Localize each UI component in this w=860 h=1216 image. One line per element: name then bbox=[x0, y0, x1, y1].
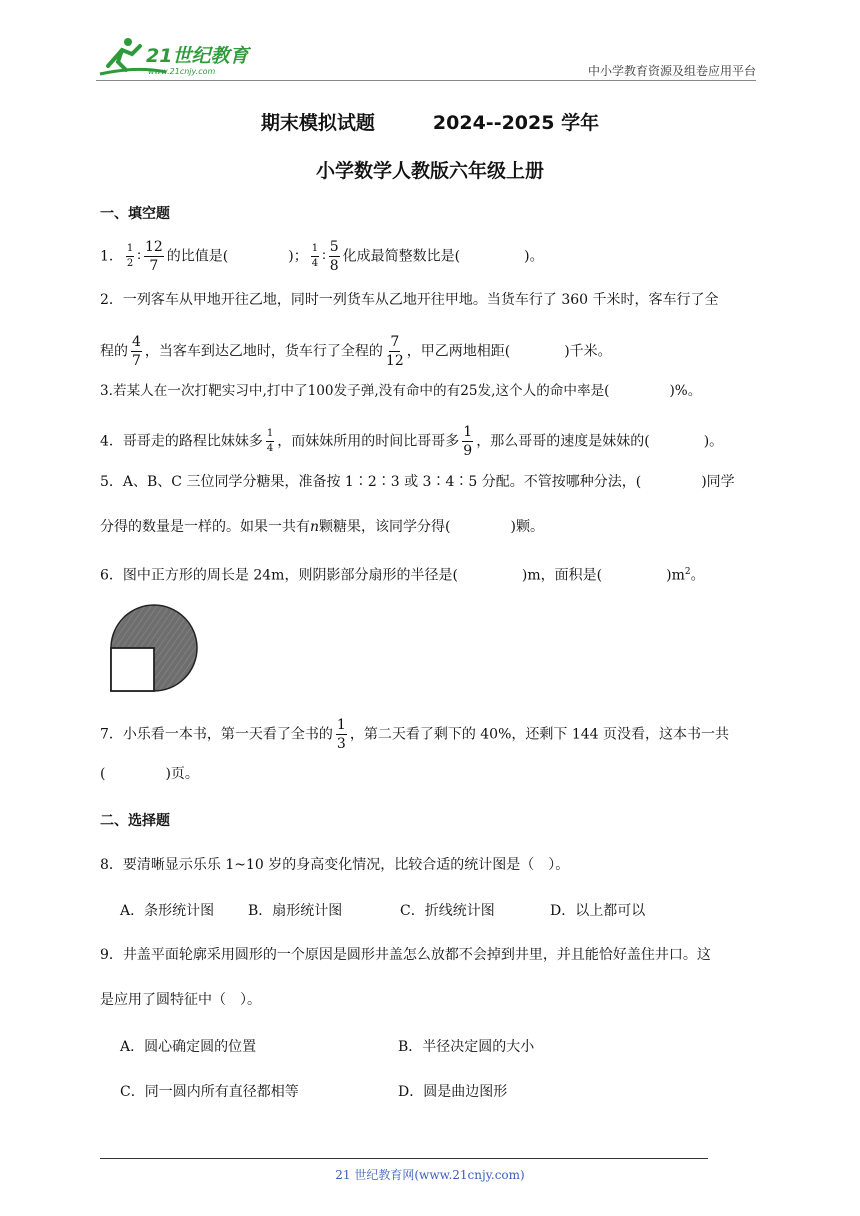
question-9-line-2: 是应用了圆特征中（ ）。 bbox=[100, 992, 261, 1008]
q9-option-a[interactable]: A．圆心确定圆的位置 bbox=[120, 1039, 257, 1055]
square-shape bbox=[111, 648, 154, 691]
question-8: 8．要清晰显示乐乐 1~10 岁的身高变化情况，比较合适的统计图是（ ）。 bbox=[100, 857, 570, 873]
q8-option-c[interactable]: C．折线统计图 bbox=[400, 903, 495, 919]
q1-number: 1． bbox=[100, 248, 123, 265]
footer-divider bbox=[100, 1158, 708, 1159]
q1-colon-2: ∶ bbox=[322, 248, 326, 265]
question-1 bbox=[100, 240, 544, 273]
q2-fraction-2: $\frac{7}{12}$ bbox=[385, 334, 404, 369]
header-divider bbox=[96, 80, 756, 81]
q9-option-b[interactable]: B．半径决定圆的大小 bbox=[398, 1039, 535, 1055]
q8-option-b[interactable]: B．扇形统计图 bbox=[248, 903, 343, 919]
exam-title bbox=[0, 108, 860, 135]
question-2-line-2: 程的 $\frac{4}{7}$ ，当客车到达乙地时，货车行了全程的 $\frac{7}{12}$ ，甲乙两地相距( )千米。 bbox=[100, 334, 612, 369]
exam-title-name: 期末模拟试题 bbox=[260, 112, 375, 134]
question-7-line-2: ( )页。 bbox=[100, 766, 199, 782]
logo-url: www.21cnjy.com bbox=[148, 67, 216, 76]
q1-fraction-3: $\frac{1}{4}$ bbox=[311, 243, 319, 269]
q1-text-3: 化成最简整数比是( bbox=[342, 248, 461, 265]
question-6: 6．图中正方形的周长是 24m，则阴影部分扇形的半径是( )m，面积是( )$m^2$。 bbox=[100, 567, 705, 584]
logo-text: 21世纪教育 bbox=[146, 45, 249, 67]
site-logo bbox=[96, 36, 266, 78]
question-4: 4．哥哥走的路程比妹妹多 $\frac{1}{4}$ ，而妹妹所用的时间比哥哥多 $\frac{1}{9}$ ，那么哥哥的速度是妹妹的( )。 bbox=[100, 424, 724, 459]
q7-fraction: $\frac{1}{3}$ bbox=[336, 717, 346, 752]
question-5-line-1: 5．A、B、C 三位同学分糖果，准备按 1∶2∶3 或 3∶4∶5 分配。不管按哪种分法，( )同学 bbox=[100, 474, 735, 490]
q4-fraction-2: $\frac{1}{9}$ bbox=[463, 424, 473, 459]
q8-option-a[interactable]: A．条形统计图 bbox=[120, 903, 215, 919]
section-multiple-choice: 二、选择题 bbox=[100, 813, 170, 829]
question-5-line-2: 分得的数量是一样的。如果一共有n颗糖果，该同学分得( )颗。 bbox=[100, 519, 544, 535]
sector-square-figure bbox=[104, 603, 202, 695]
q1-text-1: 的比值是( bbox=[166, 248, 229, 265]
q4-fraction-1: $\frac{1}{4}$ bbox=[266, 428, 274, 454]
q1-fraction-2: $\frac{12}{7}$ bbox=[144, 239, 163, 274]
question-3: 3.若某人在一次打靶实习中,打中了100发子弹,没有命中的有25发,这个人的命中率是( )%。 bbox=[100, 383, 702, 399]
question-9-line-1: 9．井盖平面轮廓采用圆形的一个原因是圆形井盖怎么放都不会掉到井里，并且能恰好盖住井口。这 bbox=[100, 947, 711, 963]
section-fill-blank: 一、填空题 bbox=[100, 206, 170, 222]
q5-variable: n bbox=[310, 519, 320, 535]
q1-fraction-4: $\frac{5}{8}$ bbox=[329, 239, 339, 274]
q1-text-4: )。 bbox=[524, 248, 544, 265]
q2-fraction-1: $\frac{4}{7}$ bbox=[132, 334, 141, 369]
question-7-line-1: 7．小乐看一本书，第一天看了全书的 $\frac{1}{3}$ ，第二天看了剩下的 40%，还剩下 144 页没看，这本书一共 bbox=[100, 717, 730, 752]
header-platform-text: 中小学教育资源及组卷应用平台 bbox=[587, 64, 756, 78]
question-2-line-1: 2．一列客车从甲地开往乙地，同时一列货车从乙地开往甲地。当货车行了 360 千米时，客车行了全 bbox=[100, 292, 719, 308]
q1-colon-1: ∶ bbox=[137, 248, 141, 265]
q1-text-2: )； bbox=[288, 248, 308, 265]
q9-option-c[interactable]: C．同一圆内所有直径都相等 bbox=[120, 1084, 299, 1100]
q9-option-d[interactable]: D．圆是曲边图形 bbox=[398, 1084, 508, 1100]
footer-link[interactable]: 21 世纪教育网(www.21cnjy.com) bbox=[335, 1168, 525, 1182]
exam-subtitle: 小学数学人教版六年级上册 bbox=[315, 160, 544, 182]
q8-option-d[interactable]: D．以上都可以 bbox=[550, 903, 646, 919]
q1-fraction-1: $\frac{1}{2}$ bbox=[126, 243, 134, 269]
exam-title-year: 2024--2025 学年 bbox=[432, 112, 600, 134]
